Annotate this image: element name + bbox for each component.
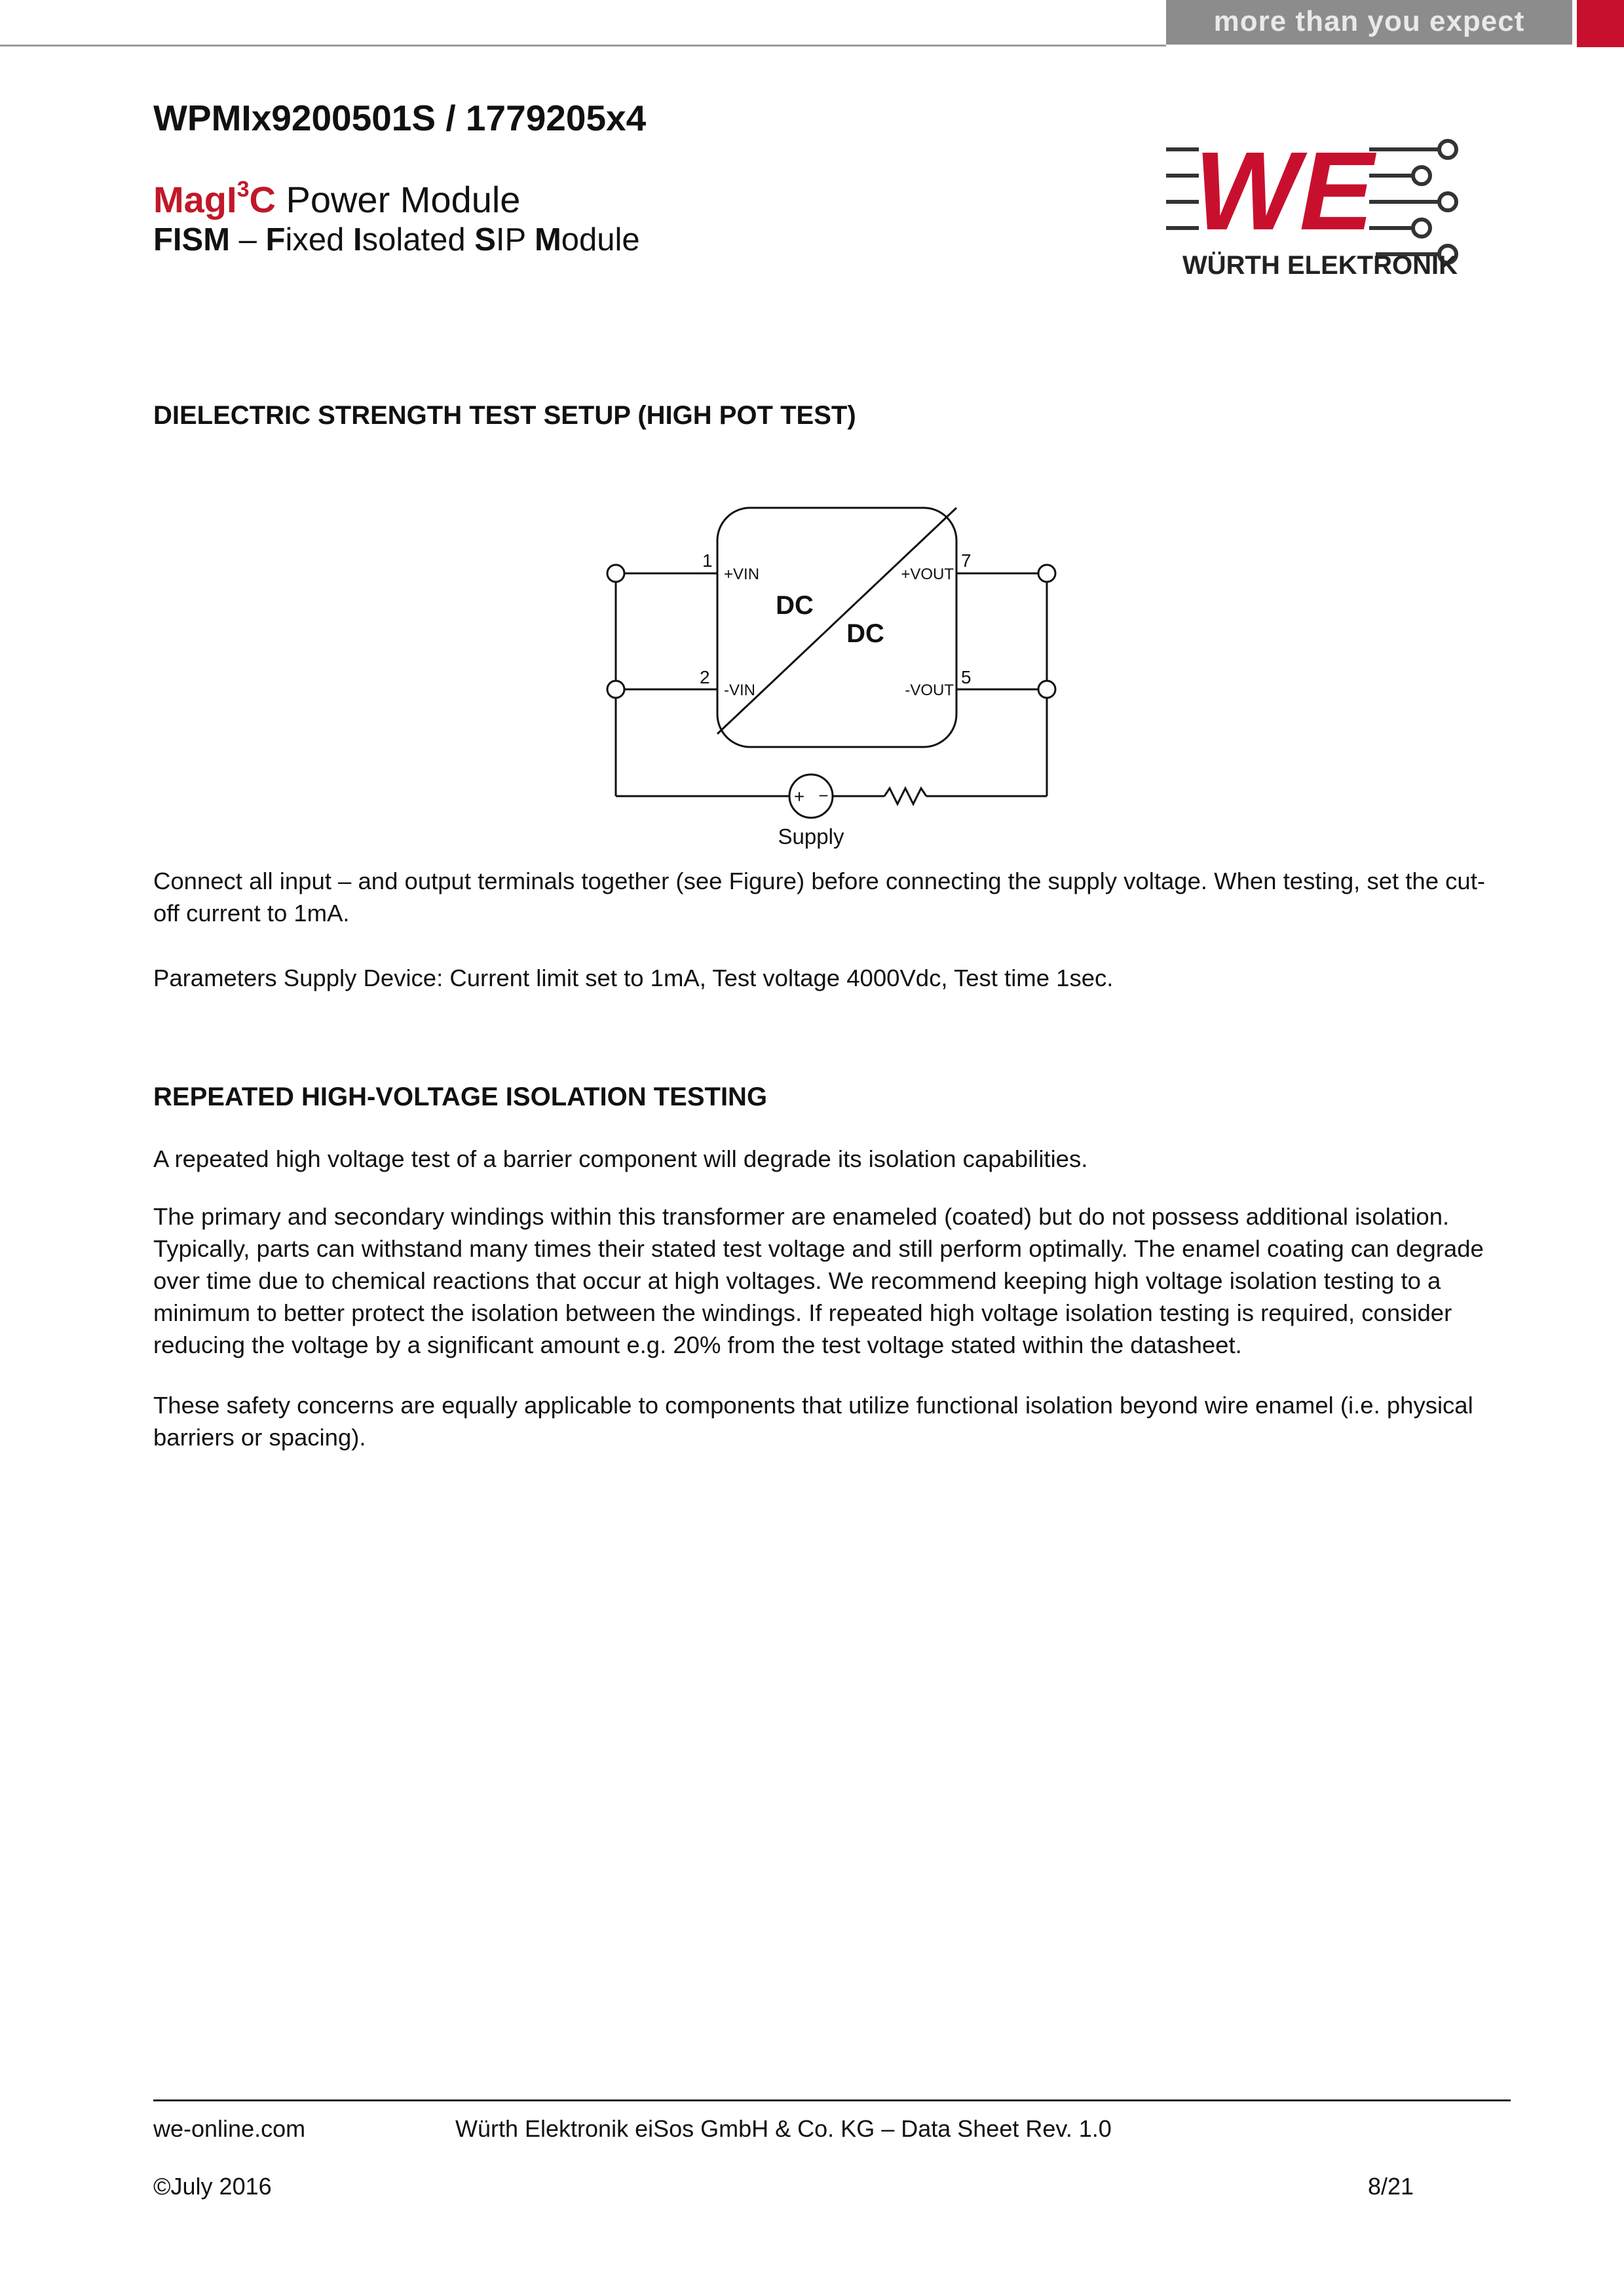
logo-company-name: WÜRTH ELEKTRONIK <box>1182 251 1458 280</box>
pin-5-label: 5 <box>961 667 972 687</box>
subtitle-dash: – <box>230 222 266 258</box>
brand-name-sup: 3 <box>236 177 250 202</box>
footer-date: ©July 2016 <box>153 2173 272 2200</box>
wurth-elektronik-logo <box>1160 131 1481 282</box>
paragraph-safety-concerns: These safety concerns are equally applicable to components that utilize functional isolation beyond wire enamel (i.e. physical barriers or spacing). <box>153 1392 1473 1451</box>
subtitle-ixed: ixed <box>285 222 353 258</box>
paragraph-connect-terminals: Connect all input – and output terminals together (see Figure) before connecting the supply voltage. When testing, set the cut-off current to 1mA. <box>153 868 1486 927</box>
vin-neg-label: -VIN <box>724 681 755 699</box>
brand-name-suffix: C <box>249 179 276 220</box>
dc-output-label: DC <box>846 619 884 648</box>
subtitle-f: F <box>265 222 286 258</box>
vout-pos-label: +VOUT <box>901 565 954 583</box>
subtitle-s: S <box>474 222 496 258</box>
subtitle-i: I <box>352 222 362 258</box>
footer-rule <box>153 2099 1511 2101</box>
footer-website: we-online.com <box>153 2115 306 2142</box>
paragraph-barrier-degrade: A repeated high voltage test of a barrier component will degrade its isolation capabilities. <box>153 1145 1088 1172</box>
logo-we-mark: WE <box>1194 131 1374 254</box>
header-rule <box>0 45 1166 47</box>
subtitle-ip: IP <box>495 222 535 258</box>
product-line: Power Module <box>275 179 521 220</box>
supply-label: Supply <box>778 824 844 849</box>
vin-pos-label: +VIN <box>724 565 760 583</box>
pin-2-label: 2 <box>700 667 710 687</box>
subtitle-solated: solated <box>362 222 475 258</box>
product-title <box>153 177 520 221</box>
subtitle-odule: odule <box>561 222 640 258</box>
section-heading-dielectric: DIELECTRIC STRENGTH TEST SETUP (HIGH POT TEST) <box>153 401 856 430</box>
supply-plus-sign: + <box>793 786 805 807</box>
footer-company: Würth Elektronik eiSos GmbH & Co. KG – Data Sheet Rev. 1.0 <box>455 2115 1112 2142</box>
section-heading-repeated-testing: REPEATED HIGH-VOLTAGE ISOLATION TESTING <box>153 1082 768 1111</box>
supply-minus-sign: − <box>818 786 829 805</box>
subtitle-fism: FISM <box>153 222 231 258</box>
paragraph-supply-parameters: Parameters Supply Device: Current limit set to 1mA, Test voltage 4000Vdc, Test time 1sec. <box>153 965 1114 991</box>
high-pot-test-diagram <box>590 495 1061 862</box>
tagline-banner: more than you expect <box>1166 0 1572 45</box>
subtitle-m: M <box>534 222 561 258</box>
part-number-title: WPMIx9200501S / 1779205x4 <box>153 98 647 138</box>
dc-input-label: DC <box>776 591 814 620</box>
footer-page-number: 8/21 <box>1368 2173 1414 2200</box>
brand-name-prefix: MagI <box>153 179 237 220</box>
brand-red-square <box>1577 0 1624 47</box>
product-subtitle <box>153 221 640 258</box>
vout-neg-label: -VOUT <box>905 681 954 699</box>
pin-1-label: 1 <box>702 550 713 571</box>
paragraph-windings-enamel: The primary and secondary windings within this transformer are enameled (coated) but do not possess additional isolation. Typically, parts can withstand many times their stated test voltage and still perform optimally. The enamel coating can degrade over time due to chemical reactions that occur at high voltages. We recommend keeping high voltage isolation testing to a minimum to better protect the isolation between the windings. If repeated high voltage isolation testing is required, consider reducing the voltage by a significant amount e.g. 20% from the test voltage stated within the datasheet. <box>153 1203 1484 1358</box>
pin-7-label: 7 <box>961 550 972 571</box>
